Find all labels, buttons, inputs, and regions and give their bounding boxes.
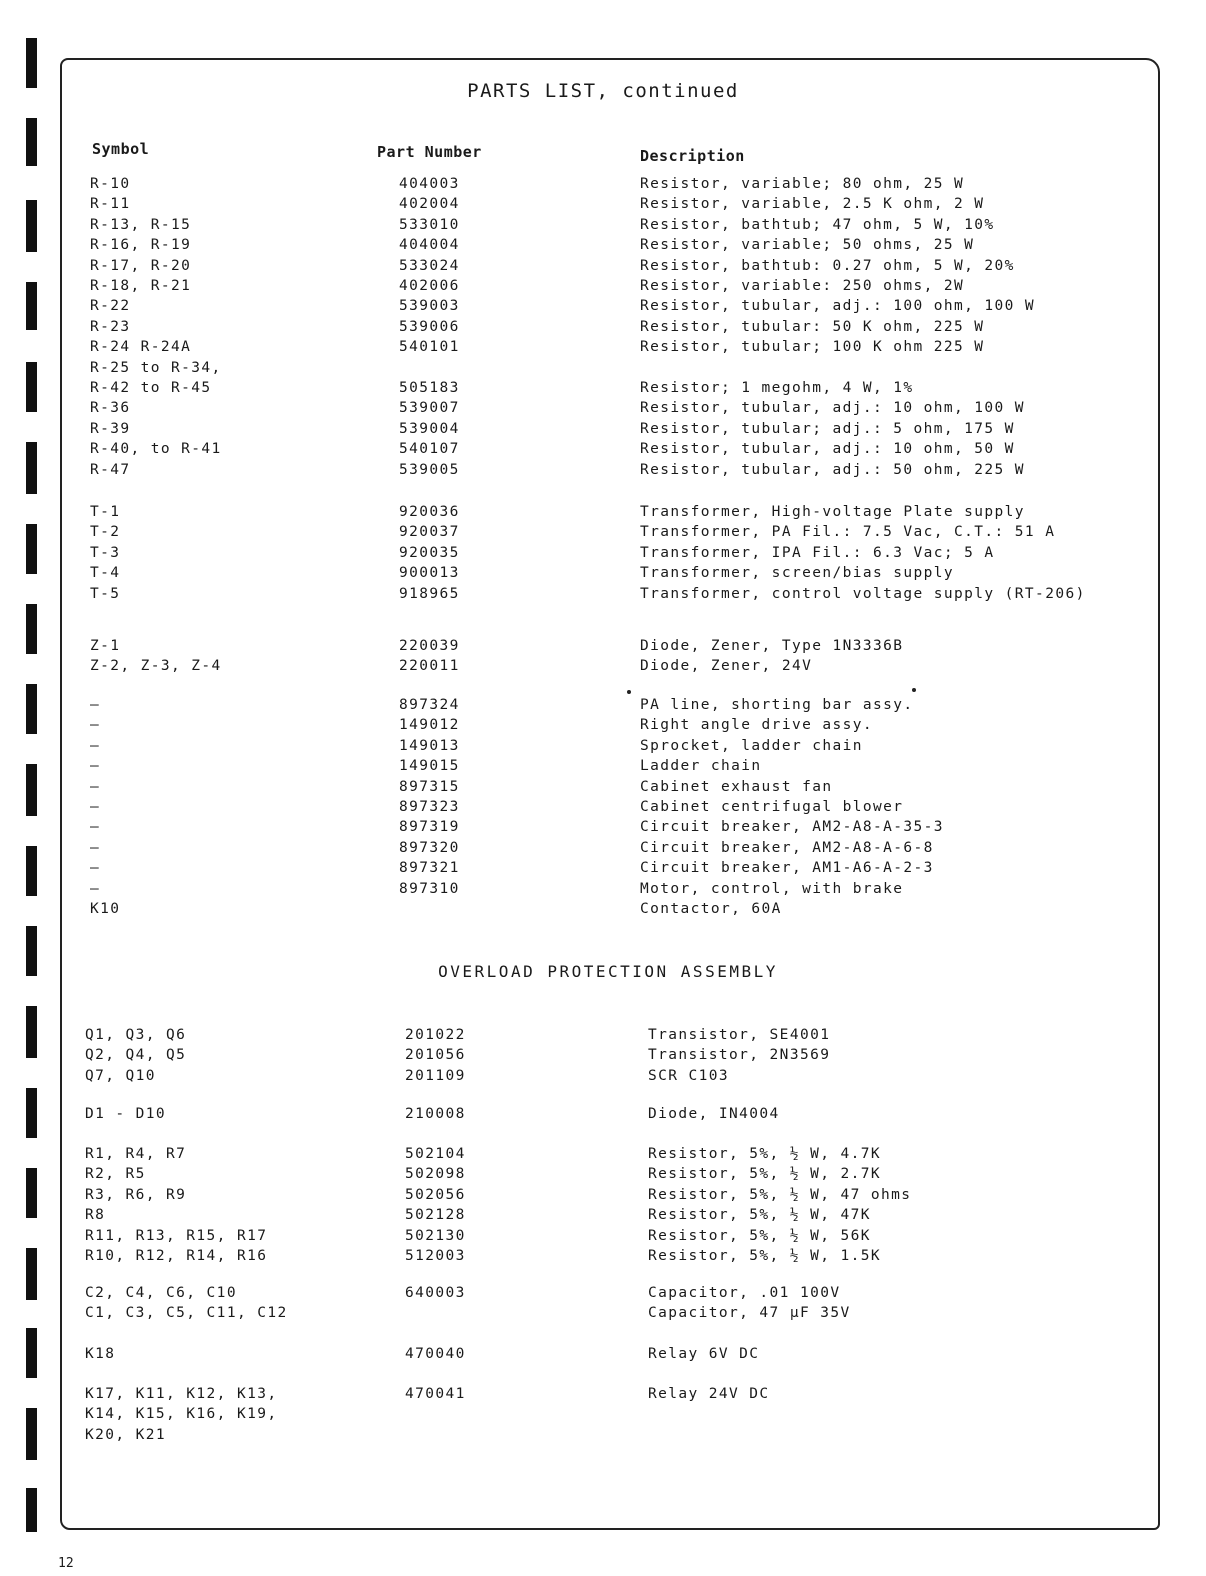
part-number-cell: 470041 bbox=[405, 1386, 466, 1402]
symbol-cell: – bbox=[90, 799, 101, 815]
part-number-cell: 502128 bbox=[405, 1207, 466, 1224]
part-number-cell: 512003 bbox=[405, 1248, 466, 1264]
table-row bbox=[0, 840, 1206, 860]
description-cell: Resistor, 5%, ½ W, 4.7K bbox=[648, 1146, 881, 1162]
description-cell: Circuit breaker, AM2-A8-A-6-8 bbox=[640, 839, 934, 856]
symbol-cell: R-11 bbox=[90, 196, 131, 213]
symbol-cell: R-39 bbox=[90, 420, 131, 437]
description-cell: Diode, Zener, Type 1N3336B bbox=[640, 638, 904, 654]
symbol-cell: T-2 bbox=[90, 524, 121, 541]
part-number-cell: 470040 bbox=[405, 1346, 466, 1362]
description-cell: Transformer, High-voltage Plate supply bbox=[640, 504, 1025, 520]
symbol-cell: K10 bbox=[90, 901, 121, 917]
table-row bbox=[0, 1207, 1206, 1227]
description-cell: Relay 24V DC bbox=[648, 1386, 770, 1402]
table-row bbox=[0, 339, 1206, 359]
description-cell: Resistor, tubular, adj.: 50 ohm, 225 W bbox=[640, 461, 1025, 478]
symbol-cell: R10, R12, R14, R16 bbox=[85, 1248, 268, 1264]
symbol-cell: R8 bbox=[85, 1207, 106, 1224]
part-number-cell: 149012 bbox=[399, 717, 460, 734]
table-row bbox=[0, 380, 1206, 400]
table-row bbox=[0, 278, 1206, 298]
part-number-cell: 149015 bbox=[399, 758, 460, 775]
table-row bbox=[0, 217, 1206, 237]
table-row bbox=[0, 638, 1206, 658]
binder-mark bbox=[26, 118, 37, 166]
part-number-cell: 897315 bbox=[399, 778, 460, 795]
description-cell: Transformer, IPA Fil.: 6.3 Vac; 5 A bbox=[640, 544, 995, 561]
description-cell: SCR C103 bbox=[648, 1067, 730, 1084]
symbol-cell: K18 bbox=[85, 1346, 116, 1362]
table-row bbox=[0, 1406, 1206, 1426]
page-title: PARTS LIST, continued bbox=[467, 80, 739, 102]
table-row bbox=[0, 176, 1206, 196]
part-number-cell: 502098 bbox=[405, 1166, 466, 1183]
part-number-cell: 920037 bbox=[399, 524, 460, 541]
symbol-cell: Z-2, Z-3, Z-4 bbox=[90, 658, 222, 675]
table-row bbox=[0, 860, 1206, 880]
description-cell: Capacitor, 47 µF 35V bbox=[648, 1305, 851, 1322]
table-row bbox=[0, 779, 1206, 799]
symbol-cell: T-3 bbox=[90, 544, 121, 561]
table-row bbox=[0, 1305, 1206, 1325]
table-row bbox=[0, 462, 1206, 482]
part-number-cell: 505183 bbox=[399, 380, 460, 396]
symbol-cell: C2, C4, C6, C10 bbox=[85, 1285, 237, 1301]
symbol-cell: K17, K11, K12, K13, bbox=[85, 1386, 278, 1402]
symbol-cell: R-22 bbox=[90, 298, 131, 315]
symbol-cell: R-47 bbox=[90, 461, 131, 478]
table-row bbox=[0, 258, 1206, 278]
table-row bbox=[0, 901, 1206, 921]
table-row bbox=[0, 1386, 1206, 1406]
symbol-cell: – bbox=[90, 819, 101, 836]
table-row bbox=[0, 1106, 1206, 1126]
description-cell: Resistor, variable: 250 ohms, 2W bbox=[640, 278, 965, 294]
symbol-cell: R-36 bbox=[90, 400, 131, 417]
table-row bbox=[0, 504, 1206, 524]
part-number-cell: 540101 bbox=[399, 339, 460, 356]
part-number-cell: 210008 bbox=[405, 1106, 466, 1122]
description-cell: Cabinet exhaust fan bbox=[640, 778, 833, 795]
symbol-cell: R-23 bbox=[90, 318, 131, 335]
description-cell: Resistor, 5%, ½ W, 2.7K bbox=[648, 1166, 881, 1183]
part-number-cell: 539003 bbox=[399, 298, 460, 315]
part-number-cell: 539006 bbox=[399, 318, 460, 335]
symbol-cell: – bbox=[90, 778, 101, 795]
symbol-cell: – bbox=[90, 758, 101, 775]
part-number-cell: 897320 bbox=[399, 839, 460, 856]
part-number-cell: 502130 bbox=[405, 1227, 466, 1244]
symbol-cell: K20, K21 bbox=[85, 1426, 167, 1443]
table-row bbox=[0, 1187, 1206, 1207]
symbol-cell: R-25 to R-34, bbox=[90, 359, 222, 376]
description-cell: Resistor, bathtub: 0.27 ohm, 5 W, 20% bbox=[640, 257, 1015, 274]
description-cell: Contactor, 60A bbox=[640, 901, 782, 917]
page-number: 12 bbox=[58, 1556, 74, 1571]
table-row bbox=[0, 758, 1206, 778]
header-part-number: Part Number bbox=[377, 143, 482, 161]
table-row bbox=[0, 196, 1206, 216]
symbol-cell: Q2, Q4, Q5 bbox=[85, 1047, 187, 1064]
symbol-cell: R-40, to R-41 bbox=[90, 441, 222, 458]
description-cell: Diode, Zener, 24V bbox=[640, 658, 813, 675]
table-row bbox=[0, 1047, 1206, 1067]
symbol-cell: – bbox=[90, 697, 101, 713]
symbol-cell: R1, R4, R7 bbox=[85, 1146, 187, 1162]
symbol-cell: R-17, R-20 bbox=[90, 257, 192, 274]
part-number-cell: 404004 bbox=[399, 237, 460, 254]
description-cell: Circuit breaker, AM2-A8-A-35-3 bbox=[640, 819, 944, 836]
table-row bbox=[0, 1146, 1206, 1166]
description-cell: Transistor, 2N3569 bbox=[648, 1047, 831, 1064]
description-cell: Transformer, PA Fil.: 7.5 Vac, C.T.: 51 A bbox=[640, 524, 1056, 541]
overload-section-title: OVERLOAD PROTECTION ASSEMBLY bbox=[438, 962, 778, 981]
symbol-cell: R-16, R-19 bbox=[90, 237, 192, 254]
description-cell: Resistor, tubular, adj.: 100 ohm, 100 W bbox=[640, 298, 1036, 315]
table-row bbox=[0, 1346, 1206, 1366]
symbol-cell: R11, R13, R15, R17 bbox=[85, 1227, 268, 1244]
table-row bbox=[0, 819, 1206, 839]
description-cell: Circuit breaker, AM1-A6-A-2-3 bbox=[640, 860, 934, 877]
description-cell: Right angle drive assy. bbox=[640, 717, 873, 734]
table-row bbox=[0, 237, 1206, 257]
table-row bbox=[0, 1068, 1206, 1088]
description-cell: Resistor, tubular; 100 K ohm 225 W bbox=[640, 339, 985, 356]
table-row bbox=[0, 697, 1206, 717]
table-row bbox=[0, 441, 1206, 461]
part-number-cell: 897324 bbox=[399, 697, 460, 713]
description-cell: Resistor, variable, 2.5 K ohm, 2 W bbox=[640, 196, 985, 213]
description-cell: Resistor, 5%, ½ W, 56K bbox=[648, 1227, 871, 1244]
description-cell: Resistor, 5%, ½ W, 1.5K bbox=[648, 1248, 881, 1264]
description-cell: Ladder chain bbox=[640, 758, 762, 775]
symbol-cell: R-10 bbox=[90, 176, 131, 192]
symbol-cell: R-42 to R-45 bbox=[90, 380, 212, 396]
table-row bbox=[0, 799, 1206, 819]
symbol-cell: T-1 bbox=[90, 504, 121, 520]
symbol-cell: – bbox=[90, 717, 101, 734]
table-row bbox=[0, 545, 1206, 565]
part-number-cell: 201109 bbox=[405, 1067, 466, 1084]
description-cell: Resistor, 5%, ½ W, 47 ohms bbox=[648, 1186, 912, 1203]
part-number-cell: 539004 bbox=[399, 420, 460, 437]
header-description: Description bbox=[640, 147, 745, 165]
part-number-cell: 402004 bbox=[399, 196, 460, 213]
table-row bbox=[0, 1166, 1206, 1186]
description-cell: Resistor, tubular: 50 K ohm, 225 W bbox=[640, 318, 985, 335]
description-cell: PA line, shorting bar assy. bbox=[640, 697, 914, 713]
part-number-cell: 502104 bbox=[405, 1146, 466, 1162]
part-number-cell: 404003 bbox=[399, 176, 460, 192]
description-cell: Resistor, 5%, ½ W, 47K bbox=[648, 1207, 871, 1224]
description-cell: Resistor, bathtub; 47 ohm, 5 W, 10% bbox=[640, 216, 995, 233]
symbol-cell: – bbox=[90, 839, 101, 856]
part-number-cell: 539007 bbox=[399, 400, 460, 417]
part-number-cell: 220011 bbox=[399, 658, 460, 675]
table-row bbox=[0, 524, 1206, 544]
part-number-cell: 149013 bbox=[399, 737, 460, 754]
table-row bbox=[0, 319, 1206, 339]
table-row bbox=[0, 298, 1206, 318]
part-number-cell: 540107 bbox=[399, 441, 460, 458]
table-row bbox=[0, 1285, 1206, 1305]
symbol-cell: R3, R6, R9 bbox=[85, 1186, 187, 1203]
part-number-cell: 918965 bbox=[399, 585, 460, 602]
binder-mark bbox=[26, 1488, 37, 1532]
symbol-cell: – bbox=[90, 737, 101, 754]
header-symbol: Symbol bbox=[92, 140, 150, 158]
description-cell: Capacitor, .01 100V bbox=[648, 1285, 841, 1301]
description-cell: Resistor, tubular; adj.: 5 ohm, 175 W bbox=[640, 420, 1015, 437]
symbol-cell: D1 - D10 bbox=[85, 1106, 167, 1122]
description-cell: Transformer, screen/bias supply bbox=[640, 565, 955, 582]
description-cell: Resistor, variable; 50 ohms, 25 W bbox=[640, 237, 975, 254]
table-row bbox=[0, 881, 1206, 901]
part-number-cell: 920035 bbox=[399, 544, 460, 561]
description-cell: Resistor, tubular, adj.: 10 ohm, 100 W bbox=[640, 400, 1025, 417]
table-row bbox=[0, 586, 1206, 606]
table-row bbox=[0, 1248, 1206, 1268]
symbol-cell: Q7, Q10 bbox=[85, 1067, 156, 1084]
symbol-cell: R-18, R-21 bbox=[90, 278, 192, 294]
description-cell: Sprocket, ladder chain bbox=[640, 737, 863, 754]
symbol-cell: – bbox=[90, 860, 101, 877]
speck bbox=[912, 688, 916, 692]
part-number-cell: 220039 bbox=[399, 638, 460, 654]
part-number-cell: 502056 bbox=[405, 1186, 466, 1203]
description-cell: Resistor; 1 megohm, 4 W, 1% bbox=[640, 380, 914, 396]
table-row bbox=[0, 738, 1206, 758]
part-number-cell: 897323 bbox=[399, 799, 460, 815]
table-row bbox=[0, 421, 1206, 441]
part-number-cell: 533010 bbox=[399, 216, 460, 233]
table-row bbox=[0, 565, 1206, 585]
symbol-cell: C1, C3, C5, C11, C12 bbox=[85, 1305, 288, 1322]
part-number-cell: 201022 bbox=[405, 1027, 466, 1043]
symbol-cell: R-13, R-15 bbox=[90, 216, 192, 233]
description-cell: Resistor, variable; 80 ohm, 25 W bbox=[640, 176, 965, 192]
description-cell: Diode, IN4004 bbox=[648, 1106, 780, 1122]
part-number-cell: 897319 bbox=[399, 819, 460, 836]
speck bbox=[627, 690, 631, 694]
symbol-cell: T-5 bbox=[90, 585, 121, 602]
symbol-cell: Z-1 bbox=[90, 638, 121, 654]
symbol-cell: K14, K15, K16, K19, bbox=[85, 1406, 278, 1423]
part-number-cell: 920036 bbox=[399, 504, 460, 520]
symbol-cell: R-24 R-24A bbox=[90, 339, 192, 356]
symbol-cell: T-4 bbox=[90, 565, 121, 582]
part-number-cell: 640003 bbox=[405, 1285, 466, 1301]
part-number-cell: 533024 bbox=[399, 257, 460, 274]
table-row bbox=[0, 1427, 1206, 1447]
part-number-cell: 402006 bbox=[399, 278, 460, 294]
symbol-cell: R2, R5 bbox=[85, 1166, 146, 1183]
description-cell: Relay 6V DC bbox=[648, 1346, 760, 1362]
symbol-cell: – bbox=[90, 880, 101, 897]
description-cell: Cabinet centrifugal blower bbox=[640, 799, 904, 815]
table-row bbox=[0, 1228, 1206, 1248]
table-row bbox=[0, 360, 1206, 380]
part-number-cell: 201056 bbox=[405, 1047, 466, 1064]
description-cell: Transistor, SE4001 bbox=[648, 1027, 831, 1043]
part-number-cell: 539005 bbox=[399, 461, 460, 478]
table-row bbox=[0, 1027, 1206, 1047]
table-row bbox=[0, 400, 1206, 420]
symbol-cell: Q1, Q3, Q6 bbox=[85, 1027, 187, 1043]
part-number-cell: 897310 bbox=[399, 880, 460, 897]
part-number-cell: 897321 bbox=[399, 860, 460, 877]
part-number-cell: 900013 bbox=[399, 565, 460, 582]
description-cell: Motor, control, with brake bbox=[640, 880, 904, 897]
table-row bbox=[0, 717, 1206, 737]
description-cell: Resistor, tubular, adj.: 10 ohm, 50 W bbox=[640, 441, 1015, 458]
description-cell: Transformer, control voltage supply (RT-206) bbox=[640, 585, 1086, 602]
table-row bbox=[0, 658, 1206, 678]
